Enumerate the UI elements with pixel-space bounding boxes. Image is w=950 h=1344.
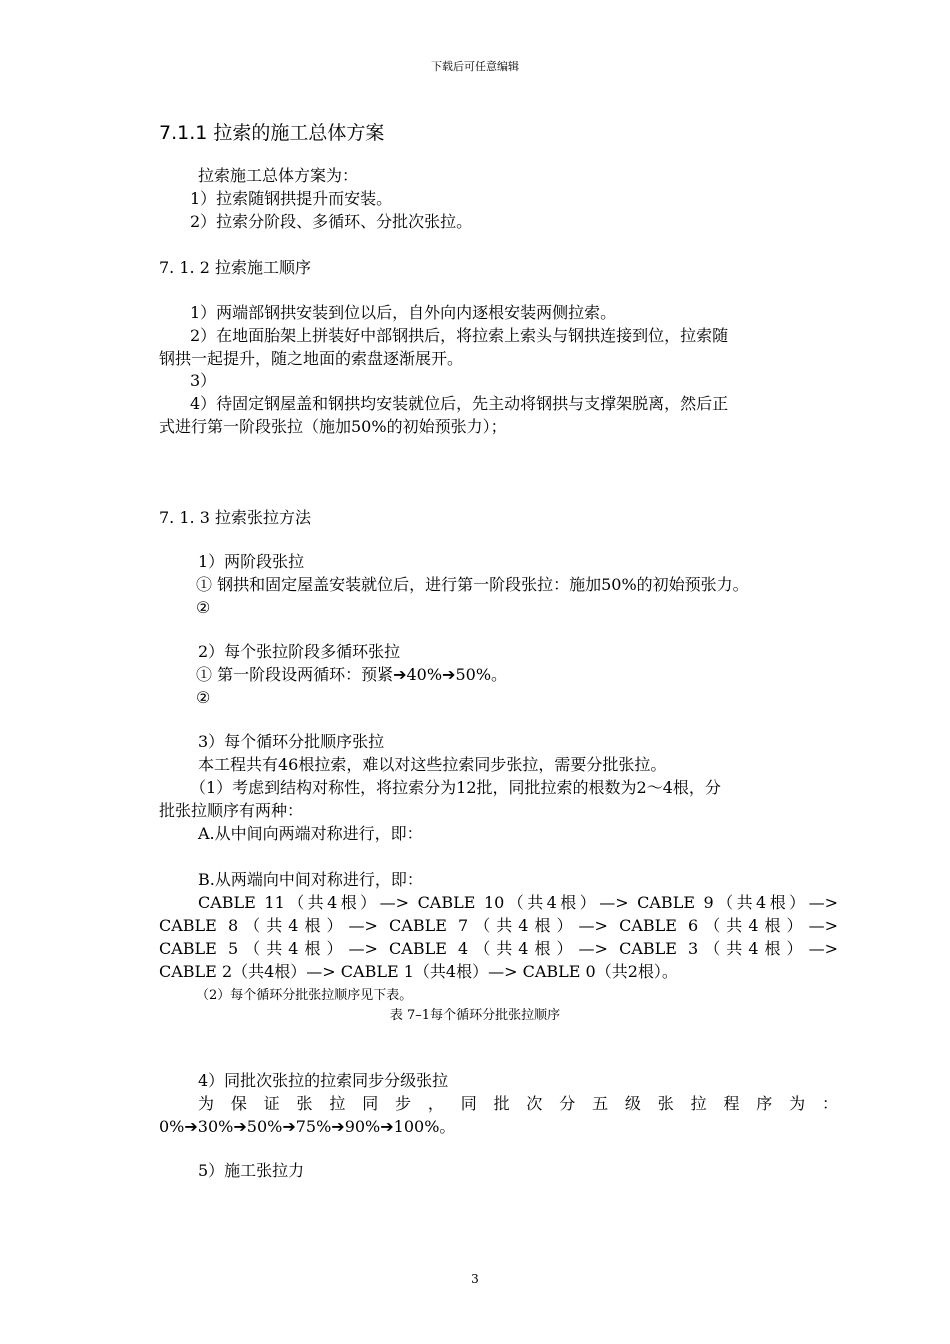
cable-sequence-line-1: CABLE 11（共4根）—> CABLE 10（共4根）—> CABLE 9（共4根）—> <box>198 893 838 912</box>
method-3-title: 3）每个循环分批顺序张拉 <box>198 732 385 751</box>
section-number: 7.1.1 <box>159 122 208 144</box>
section-heading-7-1-1 <box>159 118 384 145</box>
plan-item-1: 1）拉索随钢拱提升而安装。 <box>190 189 393 208</box>
method-2-item-b: ② <box>196 688 211 707</box>
section-title: 拉索的施工总体方案 <box>213 122 385 144</box>
method-3-option-b: B.从两端向中间对称进行，即： <box>198 870 423 889</box>
method-3-paragraph-2-line-2: 批张拉顺序有两种： <box>159 801 304 820</box>
method-1-item-b: ② <box>196 598 211 617</box>
method-3-paragraph-2-line-1: （1）考虑到结构对称性，将拉索分为12批，同批拉索的根数为2～4根，分 <box>190 778 721 797</box>
method-3-note: （2）每个循环分批张拉顺序见下表。 <box>196 988 413 1003</box>
order-item-3: 3） <box>190 371 217 390</box>
cable-sequence-line-4: CABLE 2（共4根）—> CABLE 1（共4根）—> CABLE 0（共2根）。 <box>159 962 678 981</box>
method-2-item-a: ① 第一阶段设两循环：预紧➔40%➔50%。 <box>196 665 508 684</box>
order-item-4-line-1: 4）待固定钢屋盖和钢拱均安装就位后，先主动将钢拱与支撑架脱离，然后正 <box>190 394 729 413</box>
method-4-line-2: 0%➔30%➔50%➔75%➔90%➔100%。 <box>159 1117 456 1136</box>
method-2-title: 2）每个张拉阶段多循环张拉 <box>198 642 401 661</box>
order-item-4-line-2: 式进行第一阶段张拉（施加50%的初始预张力）； <box>159 417 507 436</box>
section-heading-7-1-2: 7. 1. 2 拉索施工顺序 <box>159 258 311 277</box>
method-5-title: 5）施工张拉力 <box>198 1161 305 1180</box>
method-4-title: 4）同批次张拉的拉索同步分级张拉 <box>198 1071 449 1090</box>
table-caption: 表 7–1每个循环分批张拉顺序 <box>389 1008 561 1023</box>
method-3-option-a: A.从中间向两端对称进行，即： <box>198 824 423 843</box>
method-1-item-a: ① 钢拱和固定屋盖安装就位后，进行第一阶段张拉：施加50%的初始预张力。 <box>196 575 749 594</box>
method-1-title: 1）两阶段张拉 <box>198 552 305 571</box>
method-4-line-1: 为保证张拉同步，同批次分五级张拉程序为： <box>198 1094 838 1113</box>
cable-sequence-line-2: CABLE 8（共4根）—> CABLE 7（共4根）—> CABLE 6（共4根）—> <box>159 916 838 935</box>
order-item-1: 1）两端部钢拱安装到位以后，自外向内逐根安装两侧拉索。 <box>190 303 617 322</box>
page-header: 下载后可任意编辑 <box>431 60 519 73</box>
cable-sequence-line-3: CABLE 5（共4根）—> CABLE 4（共4根）—> CABLE 3（共4根）—> <box>159 939 838 958</box>
plan-intro: 拉索施工总体方案为： <box>198 166 359 185</box>
method-3-paragraph-1: 本工程共有46根拉索，难以对这些拉索同步张拉，需要分批张拉。 <box>198 755 667 774</box>
page-number: 3 <box>471 1272 479 1286</box>
section-heading-7-1-3: 7. 1. 3 拉索张拉方法 <box>159 508 311 527</box>
order-item-2-line-2: 钢拱一起提升，随之地面的索盘逐渐展开。 <box>159 349 464 368</box>
order-item-2-line-1: 2）在地面胎架上拼装好中部钢拱后，将拉索上索头与钢拱连接到位，拉索随 <box>190 326 729 345</box>
plan-item-2: 2）拉索分阶段、多循环、分批次张拉。 <box>190 212 473 231</box>
